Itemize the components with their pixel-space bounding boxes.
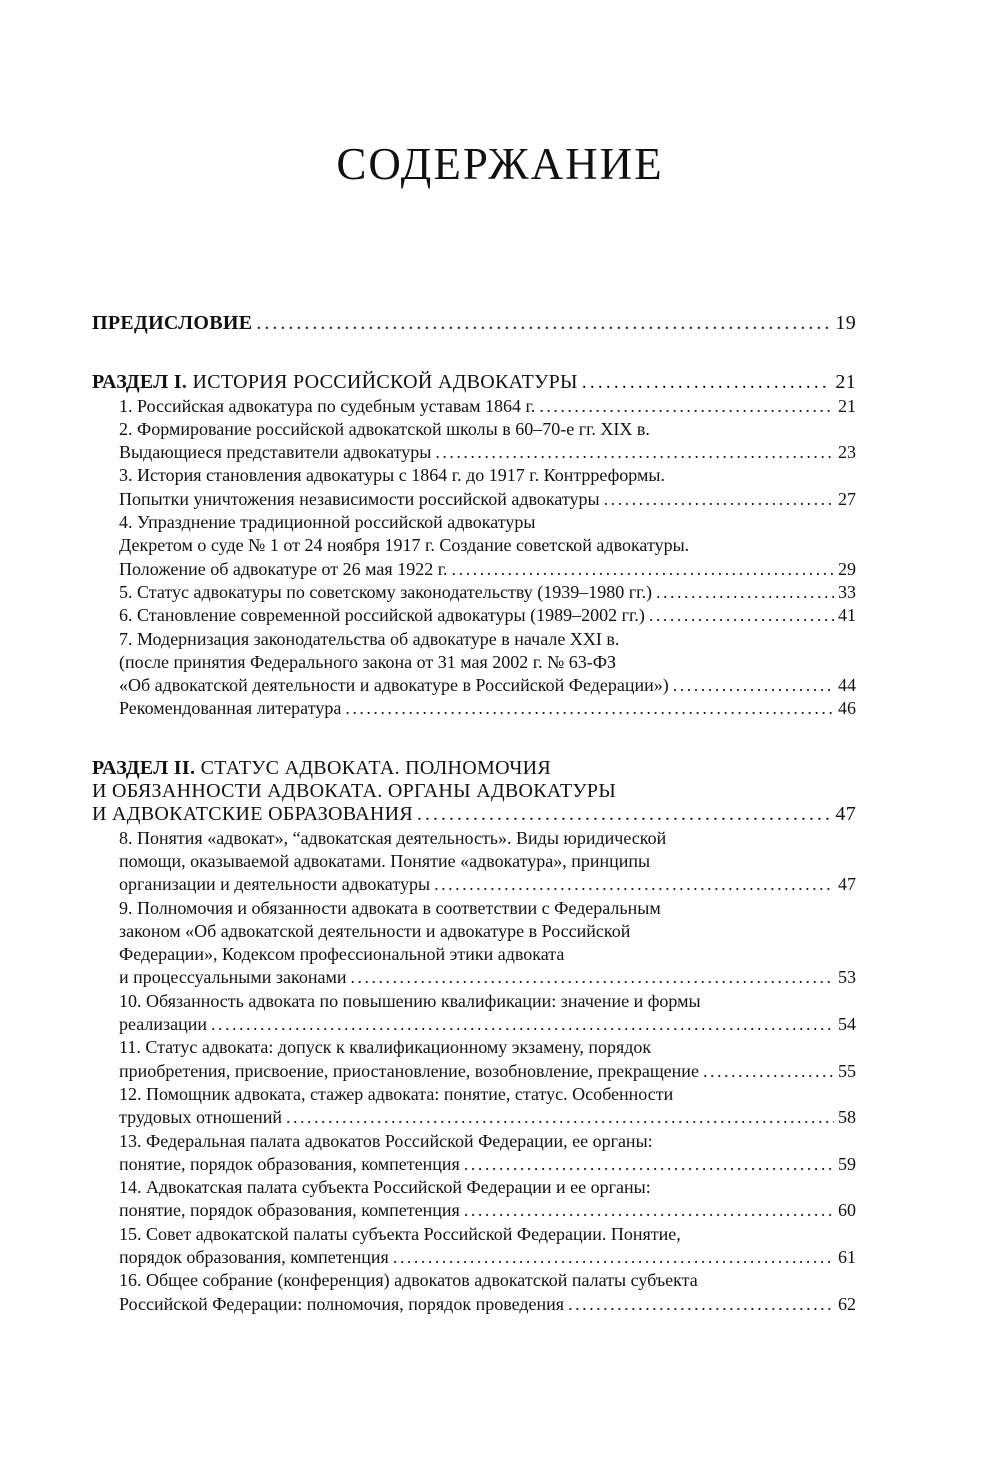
toc-entry-line[interactable] — [92, 1269, 856, 1292]
dot-leader — [435, 441, 834, 464]
toc-entry-line[interactable] — [92, 1246, 856, 1269]
toc-entry-line[interactable] — [92, 920, 856, 943]
section-2-items — [92, 827, 856, 1316]
entry-text: реализации — [119, 1014, 207, 1035]
page-number: 47 — [835, 803, 856, 826]
table-of-contents — [92, 312, 856, 1352]
toc-entry-line[interactable] — [92, 1176, 856, 1199]
toc-entry-line[interactable] — [92, 581, 856, 604]
page-number: 53 — [838, 967, 856, 988]
section-heading-line[interactable] — [92, 780, 856, 803]
toc-section-1 — [92, 371, 856, 720]
toc-entry-line[interactable] — [92, 511, 856, 534]
preface-label: ПРЕДИСЛОВИЕ — [92, 312, 253, 334]
page-number: 27 — [838, 488, 856, 509]
entry-text: Федерации», Кодексом профессиональной этики адвоката — [119, 944, 565, 965]
dot-leader — [345, 697, 834, 720]
dot-leader — [582, 371, 832, 394]
page-number: 33 — [838, 581, 856, 602]
entry-text: 12. Помощник адвоката, стажер адвоката: понятие, статус. Особенности — [119, 1083, 674, 1104]
page-number: 29 — [838, 558, 856, 579]
page-number: 62 — [838, 1293, 856, 1314]
page-number: 58 — [838, 1107, 856, 1128]
dot-leader — [604, 488, 834, 511]
toc-entry-line[interactable] — [92, 488, 856, 511]
entry-text: Выдающиеся представители адвокатуры — [119, 442, 432, 463]
dot-leader — [464, 1199, 834, 1222]
toc-entry-line[interactable] — [92, 697, 856, 720]
entry-text: трудовых отношений — [119, 1107, 282, 1128]
dot-leader — [703, 1060, 834, 1083]
page-title: СОДЕРЖАНИЕ — [336, 139, 664, 189]
page-number: 21 — [835, 371, 856, 394]
toc-entry-line[interactable] — [92, 464, 856, 487]
dot-leader — [464, 1153, 834, 1176]
page-number: 21 — [838, 395, 856, 416]
toc-entry-line[interactable] — [92, 1036, 856, 1059]
dot-leader — [417, 803, 831, 826]
page-number: 23 — [838, 442, 856, 463]
entry-text: 2. Формирование российской адвокатской школы в 60–70-е гг. XIX в. — [119, 418, 650, 439]
entry-text: 9. Полномочия и обязанности адвоката в соответствии с Федеральным — [119, 897, 661, 918]
entry-text: 15. Совет адвокатской палаты субъекта Российской Федерации. Понятие, — [119, 1223, 681, 1244]
toc-entry-line[interactable] — [92, 1153, 856, 1176]
entry-text: 5. Статус адвокатуры по советскому законодательству (1939–1980 гг.) — [119, 581, 652, 602]
toc-entry-line[interactable] — [92, 1106, 856, 1129]
toc-entry-line[interactable] — [92, 943, 856, 966]
section-name: И АДВОКАТСКИЕ ОБРАЗОВАНИЯ — [92, 803, 414, 826]
entry-text: 14. Адвокатская палата субъекта Российской Федерации и ее органы: — [119, 1177, 651, 1198]
dot-leader — [452, 558, 834, 581]
toc-entry-line[interactable] — [92, 651, 856, 674]
section-name: ИСТОРИЯ РОССИЙСКОЙ АДВОКАТУРЫ — [192, 371, 578, 394]
dot-leader — [211, 1013, 834, 1036]
dot-leader — [539, 395, 834, 418]
entry-text: Положение об адвокатуре от 26 мая 1922 г. — [119, 558, 448, 579]
entry-text: (после принятия Федерального закона от 31 мая 2002 г. № 63-ФЗ — [119, 651, 616, 672]
page-number: 41 — [838, 605, 856, 626]
page-number: 60 — [838, 1200, 856, 1221]
dot-leader — [351, 966, 834, 989]
dot-leader — [393, 1246, 834, 1269]
entry-text: организации и деятельности адвокатуры — [119, 874, 431, 895]
page-number: 59 — [838, 1153, 856, 1174]
dot-leader — [568, 1293, 834, 1316]
dot-leader — [434, 873, 834, 896]
entry-text: Российской Федерации: полномочия, порядок проведения — [119, 1293, 565, 1314]
section-title — [92, 757, 551, 780]
page-number: 46 — [838, 698, 856, 719]
section-prefix: РАЗДЕЛ I. — [92, 371, 188, 394]
section-heading[interactable] — [92, 371, 856, 394]
toc-preface — [92, 312, 856, 335]
toc-entry-line[interactable] — [92, 1293, 856, 1316]
dot-leader — [673, 674, 834, 697]
section-name: И ОБЯЗАННОСТИ АДВОКАТА. ОРГАНЫ АДВОКАТУРЫ — [92, 780, 617, 803]
page-number: 55 — [838, 1060, 856, 1081]
toc-entry-line[interactable] — [92, 441, 856, 464]
toc-entry-line[interactable] — [92, 674, 856, 697]
entry-text: понятие, порядок образования, компетенция — [119, 1153, 460, 1174]
entry-text: 13. Федеральная палата адвокатов Российской Федерации, ее органы: — [119, 1130, 653, 1151]
entry-text: законом «Об адвокатской деятельности и адвокатуре в Российской — [119, 920, 631, 941]
entry-text: «Об адвокатской деятельности и адвокатуре в Российской Федерации») — [119, 675, 669, 696]
entry-text: 16. Общее собрание (конференция) адвокатов адвокатской палаты субъекта — [119, 1270, 698, 1291]
section-heading-line[interactable] — [92, 803, 856, 826]
entry-text: порядок образования, компетенция — [119, 1246, 389, 1267]
toc-entry-line[interactable] — [92, 966, 856, 989]
dot-leader — [286, 1106, 834, 1129]
section-1-items — [92, 395, 856, 721]
toc-entry-line[interactable] — [92, 395, 856, 418]
entry-text: приобретения, присвоение, приостановление, возобновление, прекращение — [119, 1060, 699, 1081]
entry-text: 4. Упразднение традиционной российской адвокатуры — [119, 512, 536, 533]
toc-entry[interactable] — [92, 312, 856, 335]
toc-entry-line[interactable] — [92, 604, 856, 627]
toc-entry-line[interactable] — [92, 1060, 856, 1083]
toc-entry-line[interactable] — [92, 1199, 856, 1222]
page-number: 54 — [838, 1014, 856, 1035]
toc-section-2 — [92, 757, 856, 1316]
toc-entry-line[interactable] — [92, 628, 856, 651]
entry-text: 3. История становления адвокатуры с 1864 г. до 1917 г. Контрреформы. — [119, 465, 666, 486]
entry-text: 8. Понятия «адвокат», “адвокатская деятельность». Виды юридической — [119, 827, 667, 848]
toc-entry-line[interactable] — [92, 418, 856, 441]
toc-entry-line[interactable] — [92, 827, 856, 850]
entry-text: 7. Модернизация законодательства об адвокатуре в начале XXI в. — [119, 628, 620, 649]
entry-text: понятие, порядок образования, компетенция — [119, 1200, 460, 1221]
entry-text: 1. Российская адвокатура по судебным уставам 1864 г. — [119, 395, 536, 416]
dot-leader — [649, 604, 834, 627]
entry-text: 10. Обязанность адвоката по повышению квалификации: значение и формы — [119, 990, 701, 1011]
toc-entry-line[interactable] — [92, 1083, 856, 1106]
entry-text: Рекомендованная литература — [119, 698, 342, 719]
entry-text: Декретом о суде № 1 от 24 ноября 1917 г. Создание советской адвокатуры. — [119, 535, 690, 556]
section-heading-line[interactable] — [92, 757, 856, 780]
section-name: СТАТУС АДВОКАТА. ПОЛНОМОЧИЯ — [200, 756, 552, 779]
toc-entry-line[interactable] — [92, 1130, 856, 1153]
section-title — [92, 371, 578, 394]
toc-entry-line[interactable] — [92, 1013, 856, 1036]
entry-text: 6. Становление современной российской адвокатуры (1989–2002 гг.) — [119, 605, 645, 626]
page-number: 19 — [835, 312, 856, 334]
entry-text: 11. Статус адвоката: допуск к квалификационному экзамену, порядок — [119, 1037, 652, 1058]
toc-entry-line[interactable] — [92, 1223, 856, 1246]
toc-entry-line[interactable] — [92, 534, 856, 557]
toc-entry-line[interactable] — [92, 558, 856, 581]
entry-text: помощи, оказываемой адвокатами. Понятие «адвокатура», принципы — [119, 850, 651, 871]
dot-leader — [256, 312, 831, 335]
page-number: 61 — [838, 1246, 856, 1267]
entry-text: Попытки уничтожения независимости российской адвокатуры — [119, 488, 600, 509]
toc-entry-line[interactable] — [92, 990, 856, 1013]
toc-entry-line[interactable] — [92, 897, 856, 920]
toc-entry-line[interactable] — [92, 873, 856, 896]
entry-text: и процессуальными законами — [119, 967, 347, 988]
page-number: 47 — [838, 874, 856, 895]
toc-entry-line[interactable] — [92, 850, 856, 873]
dot-leader — [656, 581, 834, 604]
section-prefix: РАЗДЕЛ II. — [92, 756, 196, 779]
page-number: 44 — [838, 675, 856, 696]
